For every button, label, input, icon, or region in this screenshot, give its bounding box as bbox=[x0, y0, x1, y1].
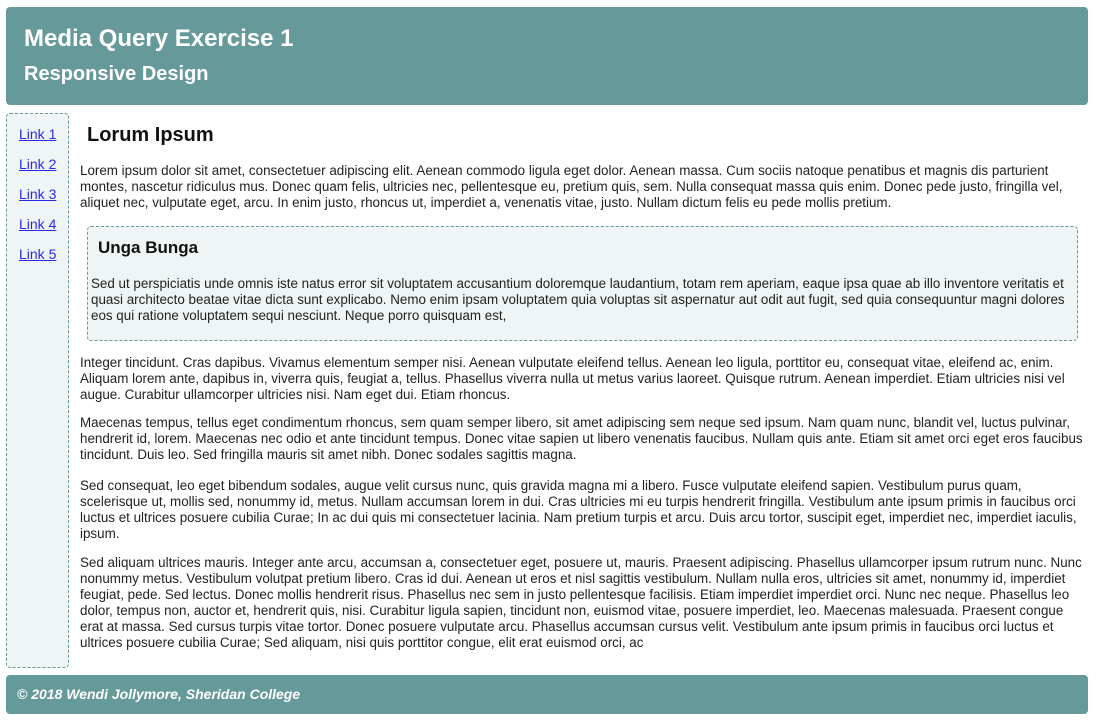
sidebar-link-5[interactable]: Link 5 bbox=[19, 246, 57, 262]
sidebar-link-1[interactable]: Link 1 bbox=[19, 126, 57, 142]
callout-heading: Unga Bunga bbox=[98, 238, 199, 257]
body-paragraph-4: Sed aliquam ultrices mauris. Integer ante arcu, accumsan a, consectetuer eget, posuere ut, mauris. Praesent adipiscing. Phasellus ullamcorper ipsum rutrum nunc. Nunc nonummy metus. Vestibulum volutpat pretium libero. Cras id dui. Aenean ut eros et nisl sagittis vestibulum. Nullam nulla eros, ultricies sit amet, nonummy id, imperdiet feugiat, pede. Sed lectus. Donec mollis hendrerit risus. Phasellus nec sem in justo pellentesque facilisis. Etiam imperdiet imperdiet orci. Nunc nec neque. Phasellus leo dolor, tempus non, auctor et, hendrerit quis, nisi. Curabitur ligula sapien, tincidunt non, euismod vitae, posuere imperdiet, leo. Maecenas malesuada. Praesent congue erat at massa. Sed cursus turpis vitae tortor. Donec posuere vulputate arcu. Phasellus accumsan cursus velit. Vestibulum ante ipsum primis in faucibus orci luctus et ultrices posuere cubilia Curae; Sed aliquam, nisi quis porttitor congue, elit erat euismod orci, ac bbox=[80, 555, 1082, 650]
body-paragraph-1: Integer tincidunt. Cras dapibus. Vivamus elementum semper nisi. Aenean vulputate eleifend tellus. Aenean leo ligula, porttitor eu, consequat vitae, eleifend ac, enim. Aliquam lorem ante, dapibus in, viverra quis, feugiat a, tellus. Phasellus viverra nulla ut metus varius laoreet. Quisque rutrum. Aenean imperdiet. Etiam ultricies nisi vel augue. Curabitur ullamcorper ultricies nisi. Nam eget dui. Etiam rhoncus. bbox=[80, 355, 1065, 402]
sidebar-link-2[interactable]: Link 2 bbox=[19, 156, 57, 172]
sidebar-link-4[interactable]: Link 4 bbox=[19, 216, 57, 232]
sidebar-item bbox=[19, 156, 56, 186]
page-header bbox=[6, 7, 1088, 105]
callout-box bbox=[87, 226, 1078, 341]
page-title: Media Query Exercise 1 bbox=[24, 25, 294, 52]
section-title: Lorum Ipsum bbox=[87, 124, 214, 146]
body-paragraph-3: Sed consequat, leo eget bibendum sodales, augue velit cursus nunc, quis gravida magna mi a libero. Fusce vulputate eleifend sapien. Vestibulum purus quam, scelerisque ut, mollis sed, nonummy id, metus. Nullam accumsan lorem in dui. Cras ultricies mi eu turpis hendrerit fringilla. Vestibulum ante ipsum primis in faucibus orci luctus et ultrices posuere cubilia Curae; In ac dui quis mi consectetuer lacinia. Nam pretium turpis et arcu. Duis arcu tortor, suscipit eget, imperdiet nec, imperdiet iaculis, ipsum. bbox=[80, 478, 1077, 541]
sidebar-item bbox=[19, 186, 56, 216]
sidebar-item bbox=[19, 126, 56, 156]
intro-paragraph: Lorem ipsum dolor sit amet, consectetuer adipiscing elit. Aenean commodo ligula eget dolor. Aenean massa. Cum sociis natoque penatibus et magnis dis parturient montes, nascetur ridiculus mus. Donec quam felis, ultricies nec, pellentesque eu, pretium quis, sem. Nulla consequat massa quis enim. Donec pede justo, fringilla vel, aliquet nec, vulputate eget, arcu. In enim justo, rhoncus ut, imperdiet a, venenatis vitae, justo. Nullam dictum felis eu pede mollis pretium. bbox=[80, 163, 1063, 210]
page-subtitle: Responsive Design bbox=[24, 63, 209, 85]
page-footer bbox=[6, 675, 1088, 714]
callout-text: Sed ut perspiciatis unde omnis iste natus error sit voluptatem accusantium doloremque laudantium, totam rem aperiam, eaque ipsa quae ab illo inventore veritatis et quasi architecto beatae vitae dicta sunt explicabo. Nemo enim ipsam voluptatem quia voluptas sit aspernatur aut odit aut fugit, sed quia consequuntur magni dolores eos qui ratione voluptatem sequi nesciunt. Neque porro quisquam est, bbox=[91, 276, 1065, 323]
sidebar-item bbox=[19, 216, 56, 246]
sidebar-link-3[interactable]: Link 3 bbox=[19, 186, 57, 202]
sidebar-nav bbox=[6, 113, 69, 668]
footer-copyright: © 2018 Wendi Jollymore, Sheridan College bbox=[17, 686, 301, 702]
sidebar-item bbox=[19, 246, 56, 276]
body-paragraph-2: Maecenas tempus, tellus eget condimentum rhoncus, sem quam semper libero, sit amet adipiscing sem neque sed ipsum. Nam quam nunc, blandit vel, luctus pulvinar, hendrerit id, lorem. Maecenas nec odio et ante tincidunt tempus. Donec vitae sapien ut libero venenatis faucibus. Nullam quis ante. Etiam sit amet orci eget eros faucibus tincidunt. Duis leo. Sed fringilla mauris sit amet nibh. Donec sodales sagittis magna. bbox=[80, 415, 1083, 462]
sidebar-link-list bbox=[19, 126, 56, 276]
